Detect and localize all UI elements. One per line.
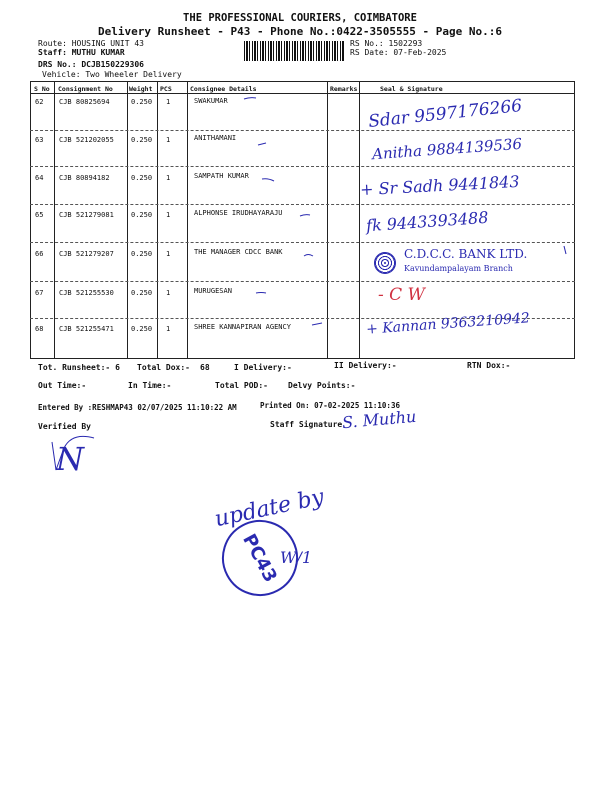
cell-weight: 0.250 — [131, 174, 153, 182]
cell-pcs: 1 — [166, 211, 171, 219]
cell-weight: 0.250 — [131, 136, 153, 144]
col-consignment: Consignment No — [58, 85, 113, 93]
cell-weight: 0.250 — [131, 211, 153, 219]
rtn-dox: RTN Dox:- — [467, 361, 511, 370]
cell-consignment: CJB 80894182 — [59, 174, 110, 182]
cell-pcs: 1 — [166, 136, 171, 144]
total-runsheet: Tot. Runsheet:- 6 — [38, 363, 120, 372]
rs-number: RS No.: 1502293 — [350, 39, 423, 48]
col-consignee: Consignee Details — [190, 85, 257, 93]
i-delivery: I Delivery:- — [234, 363, 292, 372]
tick-mark — [304, 255, 313, 257]
tick-mark — [564, 246, 566, 254]
cell-sno: 63 — [35, 136, 44, 144]
cell-weight: 0.250 — [131, 289, 153, 297]
cell-sno: 66 — [35, 250, 44, 258]
signature-68: + Kannan 9363210942 — [365, 310, 531, 338]
staff-text: Staff: MUTHU KUMAR — [38, 48, 125, 57]
signature-65: fk 9443393488 — [365, 207, 490, 236]
tick-mark — [312, 323, 322, 325]
company-title: THE PROFESSIONAL COURIERS, COIMBATORE — [183, 12, 417, 24]
out-time: Out Time:- — [38, 381, 87, 390]
cell-sno: 68 — [35, 325, 44, 333]
verified-signature: N — [56, 440, 84, 478]
bank-seal-branch: Kavundampalayam Branch — [404, 264, 513, 273]
cell-pcs: 1 — [166, 174, 171, 182]
total-dox-label: Total Dox:- — [137, 363, 190, 372]
cell-pcs: 1 — [166, 325, 171, 333]
cell-consignee: THE MANAGER CDCC BANK — [194, 248, 283, 256]
cell-weight: 0.250 — [131, 98, 153, 106]
bank-logo-icon — [374, 252, 396, 274]
cell-consignee: SWAKUMAR — [194, 97, 228, 105]
signature-62: Sdar 9597176266 — [367, 95, 523, 133]
cell-consignee: ALPHONSE IRUDHAYARAJU — [194, 209, 283, 217]
rs-date: RS Date: 07-Feb-2025 — [350, 48, 447, 57]
in-time: In Time:- — [128, 381, 172, 390]
cell-consignment: CJB 80825694 — [59, 98, 110, 106]
col-remarks: Remarks — [330, 85, 358, 93]
update-note: update by — [212, 484, 327, 533]
staff-signature: S. Muthu — [341, 406, 417, 433]
signature-63: Anitha 9884139536 — [371, 134, 523, 164]
printed-on: Printed On: 07-02-2025 11:10:36 — [260, 401, 400, 410]
col-signature: Seal & Signature — [380, 85, 443, 93]
tick-mark — [258, 143, 266, 145]
cell-pcs: 1 — [166, 250, 171, 258]
cell-consignee: ANITHAMANI — [194, 134, 237, 142]
cell-sno: 62 — [35, 98, 44, 106]
route-text: Route: HOUSING UNIT 43 — [38, 39, 144, 48]
cell-consignee: SHREE KANNAPIRAN AGENCY — [194, 323, 291, 331]
drs-number: DRS No.: DCJB150229306 — [38, 60, 144, 69]
col-sno: S No — [34, 85, 50, 93]
verified-by: Verified By — [38, 422, 91, 431]
total-dox-value: 68 — [200, 363, 210, 372]
signature-67: - C W — [378, 285, 426, 305]
cell-weight: 0.250 — [131, 325, 153, 333]
cell-sno: 65 — [35, 211, 44, 219]
delivery-points: Delvy Points:- — [288, 381, 356, 390]
cell-pcs: 1 — [166, 289, 171, 297]
tick-mark — [244, 98, 256, 99]
cell-consignment: CJB 521279081 — [59, 211, 114, 219]
bank-seal-name: C.D.C.C. BANK LTD. — [404, 247, 528, 261]
cell-consignment: CJB 521255471 — [59, 325, 114, 333]
signature-64: + Sr Sadh 9441843 — [359, 171, 520, 200]
entered-by: Entered By :RESHMAP43 02/07/2025 11:10:22 AM — [38, 403, 237, 412]
cell-sno: 64 — [35, 174, 44, 182]
col-pcs: PCS — [160, 85, 172, 93]
tick-mark — [256, 293, 266, 294]
vehicle-text: Vehicle: Two Wheeler Delivery — [42, 70, 182, 79]
tick-mark — [262, 179, 274, 181]
cell-consignment: CJB 521255530 — [59, 289, 114, 297]
stamp-text: PC43 — [238, 530, 282, 586]
total-pod: Total POD:- — [215, 381, 268, 390]
runsheet-title: Delivery Runsheet - P43 - Phone No.:0422-3505555 - Page No.:6 — [98, 25, 502, 38]
cell-consignee: MURUGESAN — [194, 287, 232, 295]
staff-signature-label: Staff Signature — [270, 420, 343, 429]
col-weight: Weight — [129, 85, 153, 93]
initials: W/1 — [280, 548, 313, 567]
cell-weight: 0.250 — [131, 250, 153, 258]
cell-consignment: CJB 521279207 — [59, 250, 114, 258]
cell-consignee: SAMPATH KUMAR — [194, 172, 249, 180]
cell-sno: 67 — [35, 289, 44, 297]
ii-delivery: II Delivery:- — [334, 361, 397, 370]
cell-pcs: 1 — [166, 98, 171, 106]
tick-mark — [300, 215, 310, 216]
cell-consignment: CJB 521202055 — [59, 136, 114, 144]
